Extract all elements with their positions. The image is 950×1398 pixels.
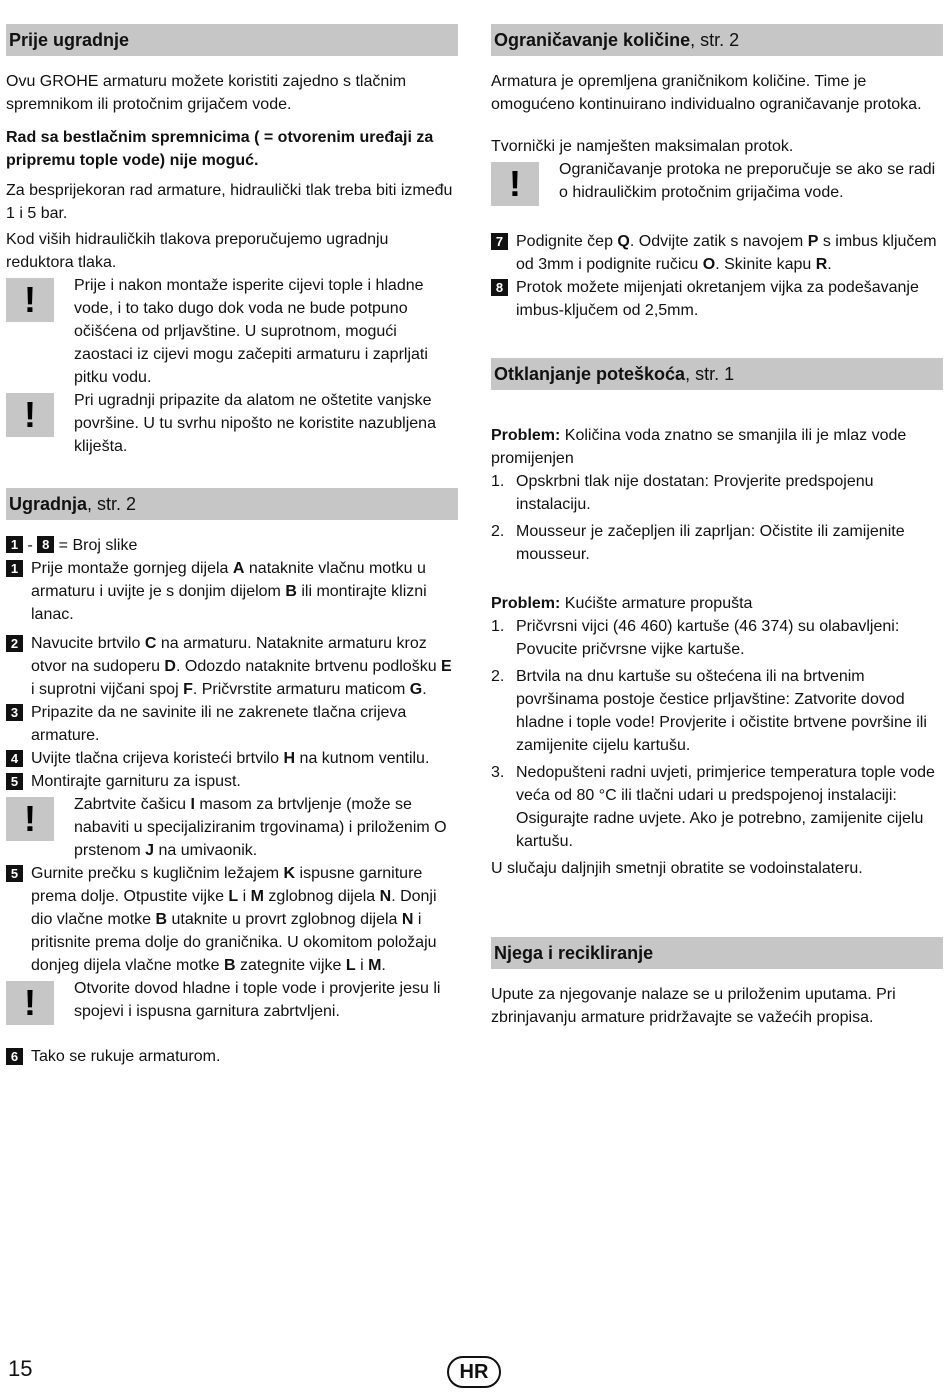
warning-icon: ! xyxy=(491,162,539,206)
warning-text: Pri ugradnji pripazite da alatom ne oštetite vanjske površine. U tu svrhu nipošto ne koristite nazubljena kliješta. xyxy=(74,392,436,455)
warning-icon: ! xyxy=(6,797,54,841)
paragraph: Kod viših hidrauličkih tlakova preporučujemo ugradnju reduktora tlaka. xyxy=(6,231,389,271)
step-text: Uvijte tlačna crijeva koristeći brtvilo H na kutnom ventilu. xyxy=(31,750,430,767)
step-number: 8 xyxy=(491,279,508,296)
list-item xyxy=(491,520,943,566)
right-column xyxy=(491,24,943,1029)
list-item xyxy=(491,761,943,853)
section-header-troubleshooting: Otklanjanje poteškoća, str. 1 xyxy=(491,358,943,390)
step-text: Podignite čep Q. Odvijte zatik s navojem P s imbus ključem od 3mm i podignite ručicu O. Skinite kapu R. xyxy=(516,233,937,273)
step-item xyxy=(6,1045,458,1068)
warning-block xyxy=(6,793,458,862)
paragraph: Tvornički je namješten maksimalan protok. xyxy=(491,138,794,155)
list-number: 2. xyxy=(491,523,505,540)
step-text: Tako se rukuje armaturom. xyxy=(31,1048,221,1065)
step-text: Gurnite prečku s kugličnim ležajem K ispusne garniture prema dolje. Otpustite vijke L i M zglobnog dijela N. Donji dio vlačne motke B utaknite u provrt zglobnog dijela N i pritisnite prema dolje do graničnika. U okomitom položaju donjeg dijela vlačne motke B zategnite vijke L i M. xyxy=(31,865,437,974)
list-text: Nedopušteni radni uvjeti, primjerice temperatura tople vode veća od 80 °C ili tlačni udari u predspojenoj instalaciji: Osigurajte radne uvjete. Ako je potrebno, zamijenite cijelu kartušu. xyxy=(516,764,935,850)
step-number: 2 xyxy=(6,635,23,652)
list-item xyxy=(491,470,943,516)
paragraph: Armatura je opremljena graničnikom količine. Time je omogućeno kontinuirano individualno ograničavanje protoka. xyxy=(491,73,922,113)
warning-text: Prije i nakon montaže isperite cijevi tople i hladne vode, i to tako dugo dok voda ne bude potpuno očišćena od prljavštine. U suprotnom, mogući zaostaci iz cijevi mogu začepiti armaturu i zaprljati pitku vodu. xyxy=(74,277,428,386)
list-item xyxy=(491,665,943,757)
step-number: 8 xyxy=(37,536,54,553)
step-text: Montirajte garnituru za ispust. xyxy=(31,773,241,790)
warning-block xyxy=(491,158,943,204)
step-number: 3 xyxy=(6,704,23,721)
warning-block xyxy=(6,389,458,458)
list-text: Opskrbni tlak nije dostatan: Provjerite predspojenu instalaciju. xyxy=(516,473,874,513)
warning-icon: ! xyxy=(6,981,54,1025)
step-item xyxy=(6,557,458,626)
list-text: Mousseur je začepljen ili zaprljan: Očistite ili zamijenite mousseur. xyxy=(516,523,905,563)
step-number: 4 xyxy=(6,750,23,767)
paragraph: Upute za njegovanje nalaze se u priloženim uputama. Pri zbrinjavanju armature pridržavajte se važećih propisa. xyxy=(491,986,896,1026)
step-text: Protok možete mijenjati okretanjem vijka za podešavanje imbus-ključem od 2,5mm. xyxy=(516,279,919,319)
section-header-before-installation: Prije ugradnje xyxy=(6,24,458,56)
list-text: Brtvila na dnu kartuše su oštećena ili na brtvenim površinama postoje čestice prljavštine: Zatvorite dovod hladne i tople vode! Provjerite i očistite brtvene površine ili zamijenite cijelu kartušu. xyxy=(516,668,927,754)
warning-text: Zabrtvite čašicu I masom za brtvljenje (može se nabaviti u specijaliziranim trgovinama) i priloženim O prstenom J na umivaonik. xyxy=(74,796,447,859)
warning-icon: ! xyxy=(6,393,54,437)
problem-2: Problem: Kućište armature propušta xyxy=(491,595,753,612)
paragraph: Ovu GROHE armaturu možete koristiti zajedno s tlačnim spremnikom ili protočnim grijačem vode. xyxy=(6,73,407,113)
step-text: Prije montaže gornjeg dijela A nataknite vlačnu motku u armaturu i uvijte je s donjim dijelom B ili montirajte klizni lanac. xyxy=(31,560,427,623)
paragraph: U slučaju daljnjih smetnji obratite se vodoinstalateru. xyxy=(491,860,863,877)
warning-icon: ! xyxy=(6,278,54,322)
list-number: 1. xyxy=(491,473,505,490)
section-header-flow-limit: Ograničavanje količine, str. 2 xyxy=(491,24,943,56)
page-number: 15 xyxy=(8,1356,33,1381)
step-item xyxy=(491,230,943,276)
warning-text: Otvorite dovod hladne i tople vode i provjerite jesu li spojevi i ispusna garnitura zabrtvljeni. xyxy=(74,980,441,1020)
list-item xyxy=(491,615,943,661)
warning-block xyxy=(6,977,458,1023)
language-badge: HR xyxy=(447,1356,501,1388)
list-number: 1. xyxy=(491,618,505,635)
paragraph: Za besprijekoran rad armature, hidraulički tlak treba biti između 1 i 5 bar. xyxy=(6,182,453,222)
step-item xyxy=(6,632,458,701)
step-number: 6 xyxy=(6,1048,23,1065)
figure-range: 1 - 8 = Broj slike xyxy=(6,534,458,557)
section-header-installation: Ugradnja, str. 2 xyxy=(6,488,458,520)
step-number: 1 xyxy=(6,560,23,577)
problem-1: Problem: Količina voda znatno se smanjila ili je mlaz vode promijenjen xyxy=(491,427,907,467)
step-number: 5 xyxy=(6,865,23,882)
problem-2-list xyxy=(491,615,943,853)
step-item xyxy=(491,276,943,322)
list-number: 3. xyxy=(491,764,505,781)
list-number: 2. xyxy=(491,668,505,685)
step-text: Pripazite da ne savinite ili ne zakrenete tlačna crijeva armature. xyxy=(31,704,407,744)
step-item xyxy=(6,701,458,747)
left-column xyxy=(6,24,458,1068)
paragraph-warning-bold: Rad sa bestlačnim spremnicima ( = otvorenim uređaji za pripremu tople vode) nije moguć. xyxy=(6,129,434,169)
step-number: 5 xyxy=(6,773,23,790)
warning-block xyxy=(6,274,458,389)
list-text: Pričvrsni vijci (46 460) kartuše (46 374) su olabavljeni: Povucite pričvrsne vijke kartuše. xyxy=(516,618,900,658)
warning-text: Ograničavanje protoka ne preporučuje se ako se radi o hidrauličkim protočnim grijačima vode. xyxy=(559,161,936,201)
step-number: 7 xyxy=(491,233,508,250)
step-item xyxy=(6,770,458,793)
step-text: Navucite brtvilo C na armaturu. Nataknite armaturu kroz otvor na sudoperu D. Odozdo nataknite brtvenu podlošku E i suprotni vijčani spoj F. Pričvrstite armaturu maticom G. xyxy=(31,635,452,698)
step-item xyxy=(6,862,458,977)
step-item xyxy=(6,747,458,770)
section-header-care: Njega i recikliranje xyxy=(491,937,943,969)
problem-1-list xyxy=(491,470,943,566)
step-number: 1 xyxy=(6,536,23,553)
